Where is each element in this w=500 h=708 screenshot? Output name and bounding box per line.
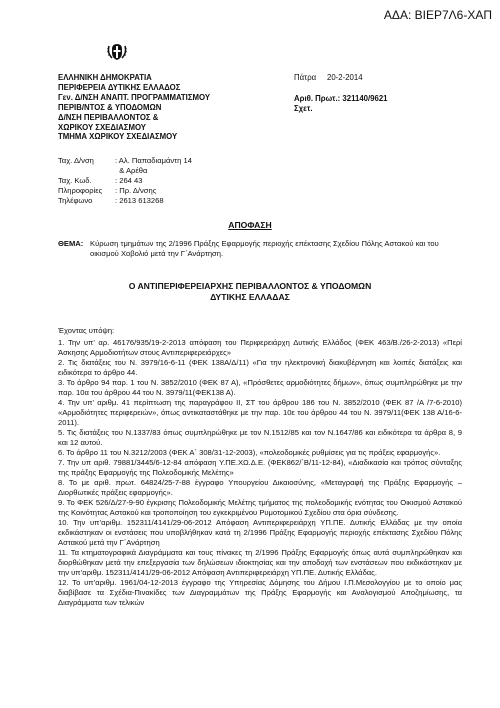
reference-label: Σχετ. — [294, 104, 313, 113]
list-item: 12. Το υπ’αριθμ. 1961/04-12-2013 έγγραφο της Υπηρεσίας Δόμησης του Δήμου Ι.Π.Μεσολογγίου με το οποίο μας διαβίβασε τα Σχέδια-Πινακίδες των Διαγραμμάτων της Πράξης Εφαρμογής και Αναλογισμού Αποζημίωσης, τα Διαγράμματα των τελικών — [58, 578, 462, 607]
vice-governor-title: Ο ΑΝΤΙΠΕΡΙΦΕΡΕΙΑΡΧΗΣ ΠΕΡΙΒΑΛΛΟΝΤΟΣ & ΥΠΟΔΟΜΩΝ — [128, 281, 372, 291]
contact-value: : 264 43 — [115, 176, 143, 185]
authority-line: ΤΜΗΜΑ ΧΩΡΙΚΟΥ ΣΧΕΔΙΑΣΜΟΥ — [58, 132, 178, 142]
contact-row — [58, 176, 192, 186]
greek-coat-of-arms-icon — [106, 40, 128, 62]
contact-label: Τηλέφωνο — [58, 196, 93, 205]
contact-value: & Αρέθα — [115, 166, 148, 175]
contact-details — [58, 156, 192, 206]
considerations-intro: Έχοντας υπόψη: — [58, 326, 115, 335]
vice-governor-region: ΔΥΤΙΚΗΣ ΕΛΛΑΔΑΣ — [210, 292, 290, 302]
place-date: Πάτρα 20-2-2014 — [294, 73, 363, 82]
list-item: 5. Τις διατάξεις του Ν.1337/83 όπως συμπληρώθηκε με τον Ν.1512/85 και τον Ν.1647/86 και ειδικότερα τα άρθρα 8, 9 και 12 αυτού. — [58, 428, 462, 447]
authority-line: Δ/ΝΣΗ ΠΕΡΙΒΑΛΛΟΝΤΟΣ & — [58, 112, 159, 122]
contact-value: : Πρ. Δ/νσης — [115, 186, 157, 195]
list-item: 3. Το άρθρο 94 παρ. 1 του Ν. 3852/2010 (ΦΕΚ 87 Α), «Πρόσθετες αρμοδιότητες δήμων», όπως συμπληρώθηκε με την παρ. 10α του άρθρου 44 του Ν. 3979/11(ΦΕΚ138 Α). — [58, 378, 462, 397]
list-item: 6. Το άρθρο 11 του Ν.3212/2003 (ΦΕΚ Α΄ 308/31-12-2003), «πολεοδομικές ρυθμίσεις για τις πράξεις εφαρμογής». — [58, 448, 441, 457]
list-item: 2. Τις διατάξεις του Ν. 3979/16-6-11 (ΦΕΚ 138Α/Δ/11) «Για την ηλεκτρονική διακυβέρνηση και λοιπές διατάξεις και ειδικότερα το άρθρο 44. — [58, 358, 462, 377]
contact-row — [58, 166, 192, 176]
subject-block — [58, 239, 458, 259]
subject-label: ΘΕΜΑ: — [58, 239, 84, 248]
contact-label — [58, 166, 115, 176]
contact-value: : Αλ. Παπαδιαμάντη 14 — [115, 156, 192, 165]
contact-row — [58, 196, 192, 206]
issuing-authority — [58, 73, 210, 142]
authority-line: Γεν. Δ/ΝΣΗ ΑΝΑΠΤ. ΠΡΟΓΡΑΜΜΑΤΙΣΜΟΥ — [58, 92, 211, 102]
protocol-block — [294, 94, 388, 114]
contact-label: Ταχ. Δ/νση — [58, 156, 94, 165]
authority-line: ΠΕΡΙΦΕΡΕΙΑ ΔΥΤΙΚΗΣ ΕΛΛΑΔΟΣ — [58, 82, 181, 92]
decision-title: ΑΠΟΦΑΣΗ — [228, 220, 272, 230]
protocol-number: Αριθ. Πρωτ.: 321140/9621 — [294, 94, 388, 103]
contact-value: : 2613 613268 — [115, 196, 164, 205]
authority-line: ΧΩΡΙΚΟΥ ΣΧΕΔΙΑΣΜΟΥ — [58, 122, 147, 132]
contact-label: Ταχ. Κωδ. — [58, 176, 92, 185]
contact-row — [58, 156, 192, 166]
considerations-list — [58, 338, 462, 608]
subject-text: Κύρωση τμημάτων της 2/1996 Πράξης Εφαρμογής περιοχής επέκτασης Σχεδίου Πόλης Αστακού και του οικισμού Χοβολιό μετά την Γ΄Ανάρτηση. — [90, 239, 439, 258]
list-item: 7. Την υπ αριθ. 79881/3445/6-12-84 απόφαση Υ.ΠΕ.ΧΩ.Δ.Ε. (ΦΕΚ862/΄Β/11-12-84), «Διαδικασία και τρόπος σύνταξης της πράξης Εφαρμογής της Πολεοδομικής Μελέτης» — [58, 458, 462, 477]
list-item: 9. Το ΦΕΚ 526/Δ/27-9-90 έγκρισης Πολεοδομικής Μελέτης τμήματος της πολεοδομικής ενότητας του Οικισμού Αστακού της Κοινότητας Αστακού και τροποποίηση του εγκεκριμένου Ρυμοτομικού Σχεδίου στα όρια σύνδεσης. — [58, 498, 462, 517]
list-item: 8. Το με αριθ. πρωτ. 64824/25-7-88 έγγραφο Υπουργείου Δικαιοσύνης, «Μεταγραφή της Πράξης Εφαρμογής – Διορθωτικές πράξεις εφαρμογής». — [58, 478, 462, 497]
authority-line: ΠΕΡΙΒ/ΝΤΟΣ & ΥΠΟΔΟΜΩΝ — [58, 102, 162, 112]
ada-code: ΑΔΑ: ΒΙΕΡ7Λ6-ΧΑΠ — [383, 8, 492, 22]
vice-governor-heading — [0, 281, 500, 303]
contact-label: Πληροφορίες — [58, 186, 103, 195]
contact-row — [58, 186, 192, 196]
authority-line: ΕΛΛΗΝΙΚΗ ΔΗΜΟΚΡΑΤΙΑ — [58, 73, 152, 82]
list-item: 4. Την υπ’ αριθμ. 41 περίπτωση της παραγράφου ΙΙ, ΣΤ του άρθρου 186 του Ν. 3852/2010 (ΦΕΚ 87 /Α /7-6-2010) «Αρμοδιότητες περιφερειών», όπως αντικαταστάθηκε με την παρ. 10ε του άρθρου 44 του Ν. 3979/11(ΦΕΚ 138 Α/16-6-2011). — [58, 398, 462, 427]
list-item: 11. Τα κτηματογραφικά Διαγράμματα και τους πίνακες τη 2/1996 Πράξης Εφαρμογής όπως αυτά συμπληρώθηκαν και διορθώθηκαν μετά την επεξεργασία των δηλώσεων ιδιοκτησίας και την αποδοχή των ενστάσεων που εκδικάστηκαν με την υπ’αριθμ. 152311/4141/29-06-2012 Απόφαση Αντιπεριφερειάρχη ΥΠ.ΠΕ. Δυτικής Ελλάδας. — [58, 548, 462, 577]
list-item: 1. Την υπ’ αρ. 46176/935/19-2-2013 απόφαση του Περιφερειάρχη Δυτικής Ελλάδος (ΦΕΚ 463/Β./26-2-2013) «Περί Άσκησης Αρμοδιοτήτων στους Αντιπεριφερειάρχες» — [58, 338, 462, 357]
list-item: 10. Την υπ’αριθμ. 152311/4141/29-06-2012 Απόφαση Αντιπεριφερειάρχη ΥΠ.ΠΕ. Δυτικής Ελλάδας με την οποία εκδικάστηκαν οι ενστάσεις που υποβλήθηκαν κατά τη 2/1996 Πράξης Εφαρμογής περιοχής επέκτασης Σχεδίου Πόλης Αστακού μετά την Γ΄Ανάρτηση — [58, 518, 462, 547]
